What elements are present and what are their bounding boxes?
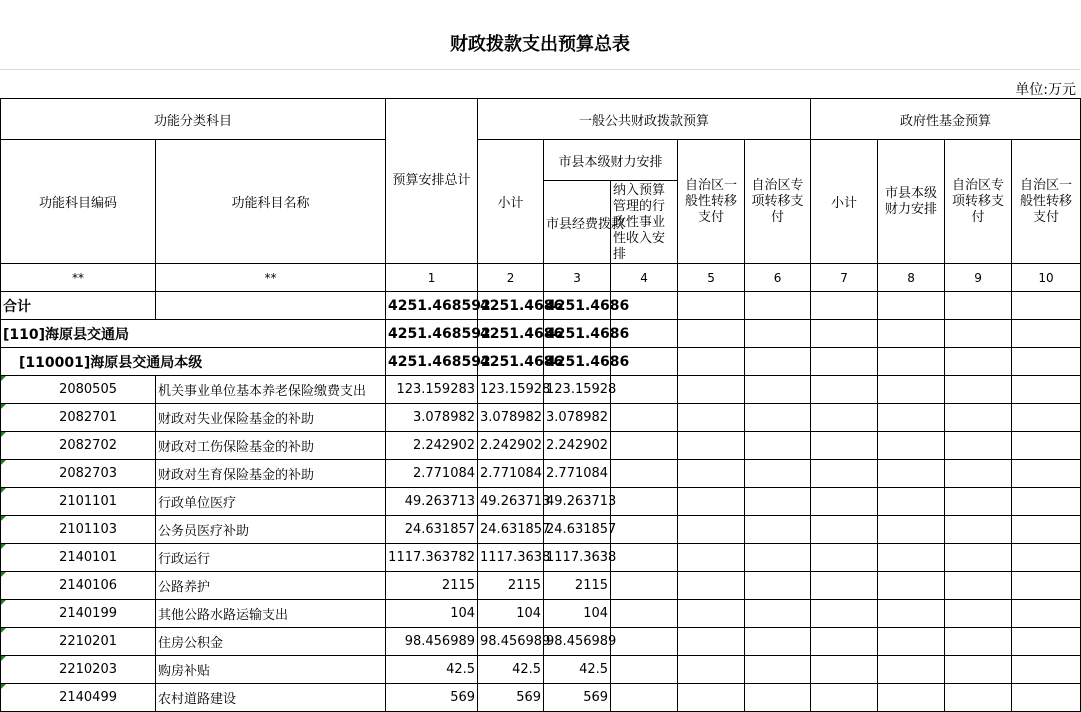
cell-city-funds: 2.242902 — [544, 432, 611, 460]
cell-city-funds: 42.5 — [544, 656, 611, 684]
table-row — [1, 684, 1081, 712]
table-row — [1, 432, 1081, 460]
table-row — [1, 572, 1081, 600]
cell-empty — [745, 348, 811, 376]
table-row — [1, 656, 1081, 684]
row-name: 财政对生育保险基金的补助 — [156, 460, 386, 488]
row-label: [110001]海原县交通局本级 — [1, 348, 386, 376]
table-row-department — [1, 320, 1081, 348]
header-fund-region-special: 自治区专项转移支付 — [945, 140, 1012, 264]
cell-empty — [811, 544, 878, 572]
row-code: 2140106 — [1, 572, 156, 600]
cell-total: 2115 — [386, 572, 478, 600]
header-code: 功能科目编码 — [1, 140, 156, 264]
unit-label: 单位:万元 — [1015, 82, 1076, 98]
cell-empty — [878, 488, 945, 516]
cell-city-funds: 123.15928 — [544, 376, 611, 404]
cell-empty — [678, 544, 745, 572]
cell-empty — [745, 460, 811, 488]
cell-subtotal: 42.5 — [478, 656, 544, 684]
cell-subtotal: 98.456989 — [478, 628, 544, 656]
row-code: 2082702 — [1, 432, 156, 460]
cell-empty — [678, 516, 745, 544]
cell-total: 4251.468592 — [386, 348, 478, 376]
header-city-county-funds: 市县经费拨款 — [544, 181, 611, 264]
cell-empty — [878, 292, 945, 320]
cell-empty — [745, 432, 811, 460]
header-fund-budget: 政府性基金预算 — [811, 99, 1081, 140]
cell-empty — [1012, 292, 1081, 320]
cell-subtotal: 2.242902 — [478, 432, 544, 460]
cell-empty — [945, 600, 1012, 628]
cell-empty — [945, 320, 1012, 348]
header-fund-region-general: 自治区一般性转移支付 — [1012, 140, 1081, 264]
cell-empty — [611, 432, 678, 460]
cell-city-funds: 2.771084 — [544, 460, 611, 488]
cell-empty — [878, 320, 945, 348]
cell-total: 123.159283 — [386, 376, 478, 404]
cell-empty — [878, 628, 945, 656]
cell-total: 104 — [386, 600, 478, 628]
cell-empty — [878, 348, 945, 376]
cell-empty — [878, 376, 945, 404]
row-name: 机关事业单位基本养老保险缴费支出 — [156, 376, 386, 404]
header-fund-city: 市县本级财力安排 — [878, 140, 945, 264]
cell-total: 1117.363782 — [386, 544, 478, 572]
cell-city-funds: 4251.4686 — [544, 292, 611, 320]
header-name: 功能科目名称 — [156, 140, 386, 264]
cell-empty — [1012, 348, 1081, 376]
cell-empty — [678, 628, 745, 656]
cell-empty — [945, 376, 1012, 404]
cell-empty — [678, 404, 745, 432]
header-region-special: 自治区专项转移支付 — [745, 140, 811, 264]
cell-empty — [1012, 544, 1081, 572]
cell-empty — [811, 348, 878, 376]
cell-empty — [945, 404, 1012, 432]
cell-total: 4251.468592 — [386, 320, 478, 348]
cell-empty — [945, 572, 1012, 600]
cell-empty — [945, 432, 1012, 460]
index-col-8: 8 — [878, 264, 945, 292]
index-col-3: 3 — [544, 264, 611, 292]
table-row — [1, 600, 1081, 628]
cell-total: 2.771084 — [386, 460, 478, 488]
cell-empty — [811, 292, 878, 320]
cell-empty — [611, 460, 678, 488]
title-divider — [0, 69, 1080, 70]
index-col-10: 10 — [1012, 264, 1081, 292]
cell-empty — [945, 488, 1012, 516]
cell-empty — [1012, 460, 1081, 488]
cell-empty — [878, 460, 945, 488]
row-code: 2140101 — [1, 544, 156, 572]
cell-total: 98.456989 — [386, 628, 478, 656]
cell-city-funds: 4251.4686 — [544, 320, 611, 348]
cell-empty — [1012, 684, 1081, 712]
row-name — [156, 292, 386, 320]
cell-empty — [678, 600, 745, 628]
cell-empty — [1012, 516, 1081, 544]
row-code: 2101101 — [1, 488, 156, 516]
cell-empty — [945, 656, 1012, 684]
cell-empty — [611, 516, 678, 544]
row-name: 行政运行 — [156, 544, 386, 572]
cell-empty — [878, 432, 945, 460]
row-code: 2140199 — [1, 600, 156, 628]
index-star-name: ** — [156, 264, 386, 292]
cell-empty — [678, 376, 745, 404]
table-row — [1, 488, 1081, 516]
cell-empty — [678, 460, 745, 488]
cell-empty — [745, 376, 811, 404]
cell-empty — [1012, 404, 1081, 432]
row-name: 财政对失业保险基金的补助 — [156, 404, 386, 432]
index-col-9: 9 — [945, 264, 1012, 292]
row-code: 2101103 — [1, 516, 156, 544]
row-name: 财政对工伤保险基金的补助 — [156, 432, 386, 460]
cell-empty — [945, 516, 1012, 544]
table-row — [1, 460, 1081, 488]
cell-city-funds: 2115 — [544, 572, 611, 600]
cell-empty — [1012, 600, 1081, 628]
cell-subtotal: 24.631857 — [478, 516, 544, 544]
header-general-budget: 一般公共财政拨款预算 — [478, 99, 811, 140]
cell-empty — [1012, 488, 1081, 516]
cell-empty — [1012, 376, 1081, 404]
cell-city-funds: 49.263713 — [544, 488, 611, 516]
cell-empty — [945, 684, 1012, 712]
row-code: 2080505 — [1, 376, 156, 404]
cell-empty — [811, 516, 878, 544]
cell-empty — [945, 292, 1012, 320]
cell-empty — [678, 684, 745, 712]
index-col-7: 7 — [811, 264, 878, 292]
cell-total: 49.263713 — [386, 488, 478, 516]
cell-empty — [678, 432, 745, 460]
cell-empty — [745, 600, 811, 628]
cell-city-funds: 24.631857 — [544, 516, 611, 544]
cell-total: 24.631857 — [386, 516, 478, 544]
row-code: 2210201 — [1, 628, 156, 656]
header-func-category: 功能分类科目 — [1, 99, 386, 140]
cell-empty — [1012, 432, 1081, 460]
table-row — [1, 516, 1081, 544]
cell-empty — [811, 684, 878, 712]
row-label: [110]海原县交通局 — [1, 320, 386, 348]
cell-empty — [745, 628, 811, 656]
cell-empty — [878, 684, 945, 712]
cell-empty — [745, 292, 811, 320]
cell-empty — [811, 320, 878, 348]
cell-city-funds: 3.078982 — [544, 404, 611, 432]
cell-subtotal: 2.771084 — [478, 460, 544, 488]
index-col-5: 5 — [678, 264, 745, 292]
cell-empty — [811, 376, 878, 404]
cell-empty — [811, 572, 878, 600]
cell-empty — [678, 572, 745, 600]
header-included-budget: 纳入预算管理的行政性事业性收入安排 — [611, 181, 678, 264]
cell-subtotal: 49.263713 — [478, 488, 544, 516]
cell-city-funds: 569 — [544, 684, 611, 712]
table-row-total — [1, 292, 1081, 320]
header-budget-total: 预算安排总计 — [386, 99, 478, 264]
cell-city-funds: 4251.4686 — [544, 348, 611, 376]
cell-empty — [811, 432, 878, 460]
cell-empty — [745, 656, 811, 684]
cell-subtotal: 4251.4686 — [478, 348, 544, 376]
cell-empty — [945, 348, 1012, 376]
cell-empty — [878, 600, 945, 628]
cell-total: 4251.468592 — [386, 292, 478, 320]
header-city-county: 市县本级财力安排 — [544, 140, 678, 181]
cell-subtotal: 569 — [478, 684, 544, 712]
cell-empty — [1012, 628, 1081, 656]
table-row-unit — [1, 348, 1081, 376]
cell-empty — [1012, 656, 1081, 684]
cell-subtotal: 1117.3638 — [478, 544, 544, 572]
cell-empty — [745, 544, 811, 572]
row-code: 2210203 — [1, 656, 156, 684]
cell-subtotal: 104 — [478, 600, 544, 628]
cell-empty — [611, 600, 678, 628]
budget-table — [0, 98, 1081, 712]
cell-empty — [878, 656, 945, 684]
cell-empty — [811, 656, 878, 684]
cell-empty — [878, 572, 945, 600]
cell-empty — [611, 544, 678, 572]
cell-total: 2.242902 — [386, 432, 478, 460]
cell-empty — [1012, 320, 1081, 348]
row-name: 公路养护 — [156, 572, 386, 600]
report-title: 财政拨款支出预算总表 — [450, 34, 630, 55]
row-code: 2082703 — [1, 460, 156, 488]
cell-empty — [745, 516, 811, 544]
cell-empty — [611, 628, 678, 656]
table-row — [1, 628, 1081, 656]
cell-subtotal: 2115 — [478, 572, 544, 600]
header-region-general: 自治区一般性转移支付 — [678, 140, 745, 264]
cell-empty — [678, 656, 745, 684]
cell-empty — [945, 628, 1012, 656]
cell-empty — [611, 684, 678, 712]
cell-empty — [611, 572, 678, 600]
cell-subtotal: 4251.4686 — [478, 320, 544, 348]
cell-empty — [811, 488, 878, 516]
cell-subtotal: 3.078982 — [478, 404, 544, 432]
row-code: 2082701 — [1, 404, 156, 432]
header-subtotal: 小计 — [478, 140, 544, 264]
row-name: 行政单位医疗 — [156, 488, 386, 516]
cell-city-funds: 98.456989 — [544, 628, 611, 656]
row-label: 合计 — [1, 292, 156, 320]
cell-subtotal: 4251.4686 — [478, 292, 544, 320]
cell-empty — [678, 488, 745, 516]
cell-subtotal: 123.15928 — [478, 376, 544, 404]
title-area — [0, 0, 1080, 70]
cell-empty — [678, 292, 745, 320]
header-fund-subtotal: 小计 — [811, 140, 878, 264]
cell-empty — [945, 544, 1012, 572]
row-name: 公务员医疗补助 — [156, 516, 386, 544]
cell-empty — [878, 404, 945, 432]
cell-empty — [745, 572, 811, 600]
row-name: 购房补贴 — [156, 656, 386, 684]
row-code: 2140499 — [1, 684, 156, 712]
index-star-code: ** — [1, 264, 156, 292]
cell-total: 42.5 — [386, 656, 478, 684]
cell-empty — [678, 348, 745, 376]
row-name: 住房公积金 — [156, 628, 386, 656]
table-row — [1, 376, 1081, 404]
cell-city-funds: 1117.3638 — [544, 544, 611, 572]
cell-empty — [878, 544, 945, 572]
cell-empty — [811, 628, 878, 656]
cell-total: 569 — [386, 684, 478, 712]
index-col-4: 4 — [611, 264, 678, 292]
row-name: 其他公路水路运输支出 — [156, 600, 386, 628]
cell-empty — [745, 684, 811, 712]
cell-empty — [945, 460, 1012, 488]
cell-empty — [811, 404, 878, 432]
cell-empty — [678, 320, 745, 348]
cell-empty — [878, 516, 945, 544]
cell-empty — [811, 460, 878, 488]
cell-empty — [745, 320, 811, 348]
cell-empty — [1012, 572, 1081, 600]
row-name: 农村道路建设 — [156, 684, 386, 712]
cell-empty — [745, 488, 811, 516]
cell-city-funds: 104 — [544, 600, 611, 628]
cell-empty — [611, 404, 678, 432]
cell-empty — [745, 404, 811, 432]
cell-empty — [611, 488, 678, 516]
index-col-6: 6 — [745, 264, 811, 292]
index-col-2: 2 — [478, 264, 544, 292]
cell-empty — [611, 656, 678, 684]
table-row — [1, 544, 1081, 572]
cell-total: 3.078982 — [386, 404, 478, 432]
cell-empty — [611, 376, 678, 404]
index-col-1: 1 — [386, 264, 478, 292]
cell-empty — [811, 600, 878, 628]
table-row — [1, 404, 1081, 432]
